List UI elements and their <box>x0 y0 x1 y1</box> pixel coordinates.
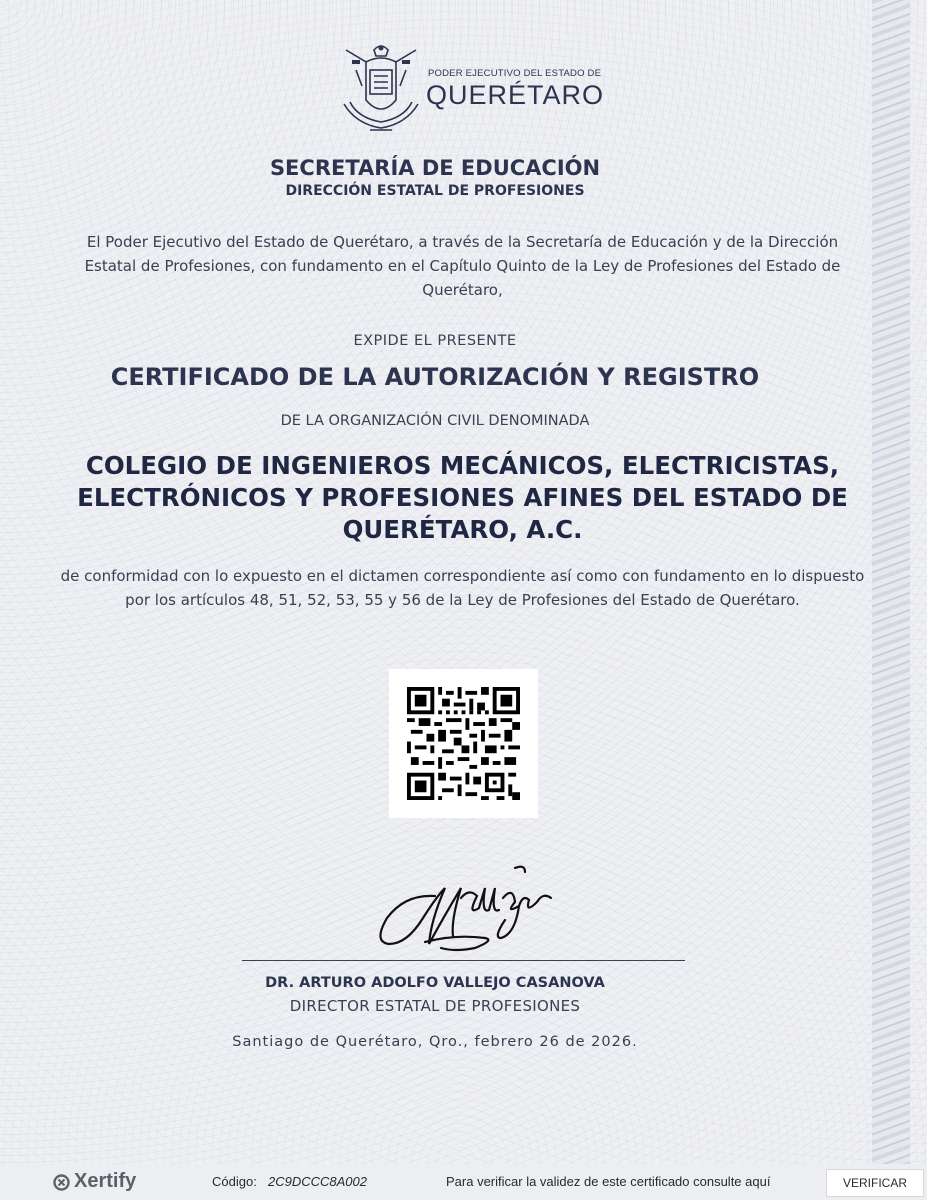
government-title: QUERÉTARO <box>426 80 605 110</box>
intro-paragraph: El Poder Ejecutivo del Estado de Querétaro, a través de la Secretaría de Educación y de la Dirección Estatal de Profesiones, con fundamento en el Capítulo Quinto de la Ley de Profesiones del Estado de Querétaro, <box>84 233 841 299</box>
ministry-title: SECRETARÍA DE EDUCACIÓN <box>269 156 601 180</box>
security-stripe <box>872 0 910 1164</box>
xertify-logo-icon <box>53 1174 70 1191</box>
coat-of-arms-logo <box>336 40 426 136</box>
organization-label: DE LA ORGANIZACIÓN CIVIL DENOMINADA <box>280 413 590 429</box>
direction-title: DIRECCIÓN ESTATAL DE PROFESIONES <box>285 183 585 199</box>
place-and-date: Santiago de Querétaro, Qro., febrero 26 de 2026. <box>232 1034 638 1050</box>
issues-label: EXPIDE EL PRESENTE <box>353 333 517 349</box>
qr-code[interactable] <box>389 669 538 818</box>
signer-name: DR. ARTURO ADOLFO VALLEJO CASANOVA <box>265 975 605 991</box>
director-signature <box>365 858 565 958</box>
footer-bar <box>0 1164 927 1200</box>
code-label: Código: <box>212 1174 257 1189</box>
organization-name: COLEGIO DE INGENIEROS MECÁNICOS, ELECTRICISTAS, ELECTRÓNICOS Y PROFESIONES AFINES DEL ESTADO DE QUERÉTARO, A.C. <box>77 451 848 544</box>
signature-line <box>242 960 685 961</box>
verify-button[interactable]: VERIFICAR <box>826 1169 924 1197</box>
conformity-paragraph: de conformidad con lo expuesto en el dictamen correspondiente así como con fundamento en lo dispuesto por los artículos 48, 51, 52, 53, 55 y 56 de la Ley de Profesiones del Estado de Querétaro. <box>60 567 865 609</box>
certificate-title: CERTIFICADO DE LA AUTORIZACIÓN Y REGISTRO <box>110 363 760 391</box>
signer-title: DIRECTOR ESTATAL DE PROFESIONES <box>289 997 581 1015</box>
brand-name: Xertify <box>74 1170 137 1192</box>
code-value: 2C9DCCC8A002 <box>268 1174 367 1189</box>
qr-code-icon <box>407 687 520 800</box>
government-subtitle: PODER EJECUTIVO DEL ESTADO DE <box>428 68 602 79</box>
verify-instructions: Para verificar la validez de este certificado consulte aquí <box>446 1174 771 1189</box>
